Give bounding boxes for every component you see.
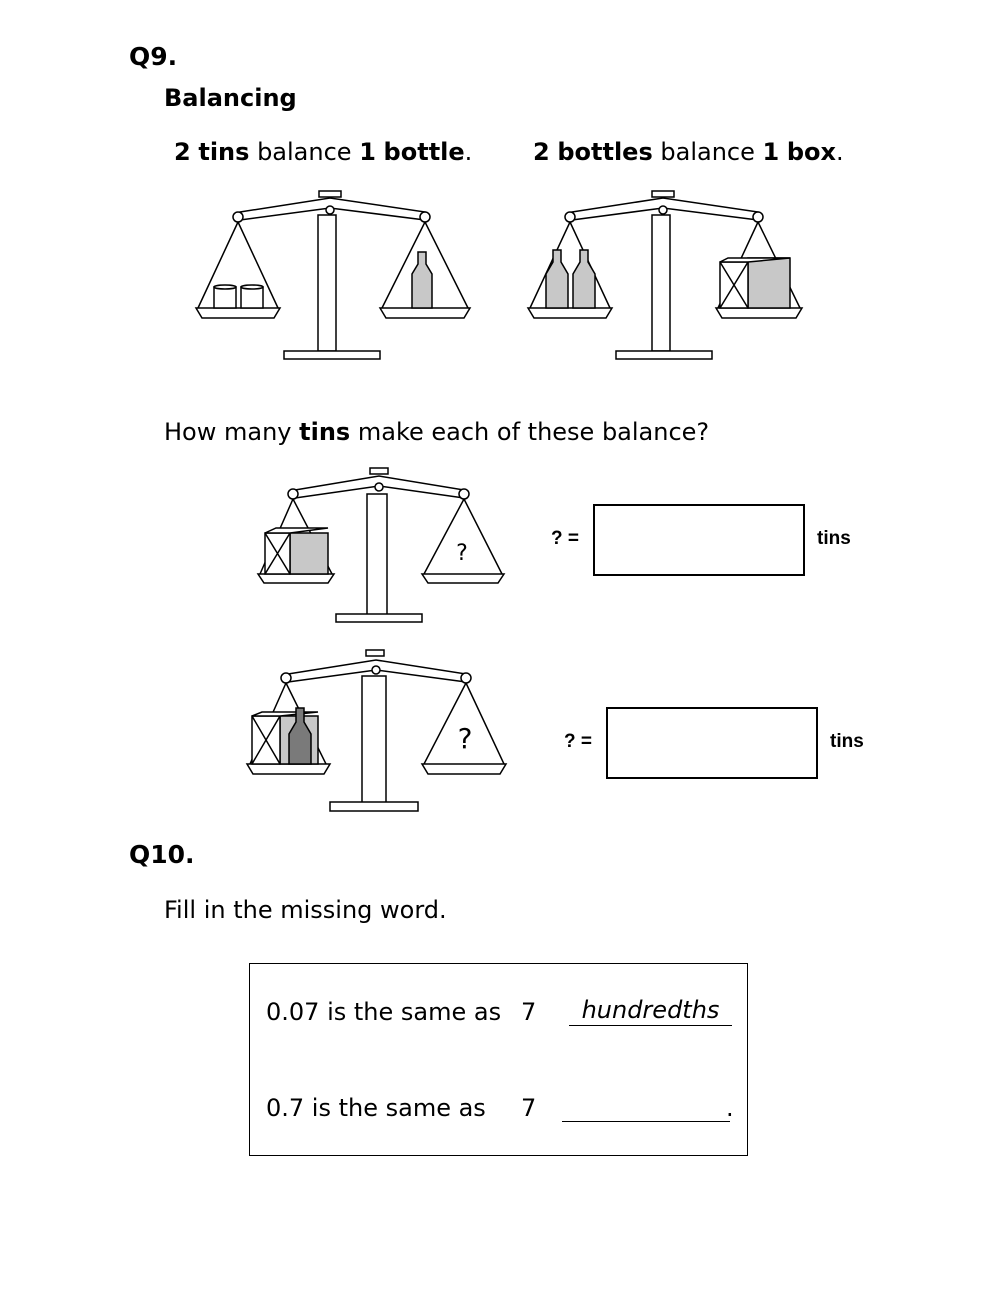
q10-number: Q10. xyxy=(129,840,195,869)
question-pre: How many xyxy=(164,418,292,446)
q9-number: Q9. xyxy=(129,42,178,71)
problem2-unit: tins xyxy=(830,731,864,752)
fact1-item1: tins xyxy=(198,138,250,166)
fact2-n2: 1 xyxy=(762,138,780,166)
fact1-end: . xyxy=(464,138,473,166)
row2-text: 0.7 is the same as xyxy=(266,1094,486,1122)
fact2-item2: box xyxy=(786,138,837,166)
row1-number: 7 xyxy=(521,998,537,1026)
q9-title: Balancing xyxy=(164,84,297,112)
problem2-answer-input[interactable] xyxy=(606,707,818,779)
fact1-mid: balance xyxy=(257,138,352,166)
row2-answer-blank[interactable] xyxy=(562,1121,730,1122)
question-post: make each of these balance? xyxy=(357,418,710,446)
unknown-mark-1: ? xyxy=(456,541,468,566)
fact2-n1: 2 xyxy=(533,138,550,166)
fact2-end: . xyxy=(836,138,844,166)
question-item: tins xyxy=(299,418,351,446)
fact1-n2: 1 xyxy=(359,138,376,166)
problem1-unit: tins xyxy=(817,528,851,549)
fill-in-box xyxy=(249,963,748,1156)
problem1-label: ? = xyxy=(551,528,579,549)
unknown-mark-2: ? xyxy=(457,722,473,755)
row1-text: 0.07 is the same as xyxy=(266,998,502,1026)
row2-number: 7 xyxy=(521,1094,537,1122)
fact2-mid: balance xyxy=(660,138,755,166)
fact1-n1: 2 xyxy=(174,138,191,166)
problem2-label: ? = xyxy=(564,731,592,752)
row2-end: . xyxy=(726,1094,734,1122)
q10-instruction: Fill in the missing word. xyxy=(164,896,447,924)
fact2-item1: bottles xyxy=(557,138,653,166)
row1-answer[interactable]: hundredths xyxy=(569,996,732,1026)
fact1-item2: bottle xyxy=(383,138,465,166)
